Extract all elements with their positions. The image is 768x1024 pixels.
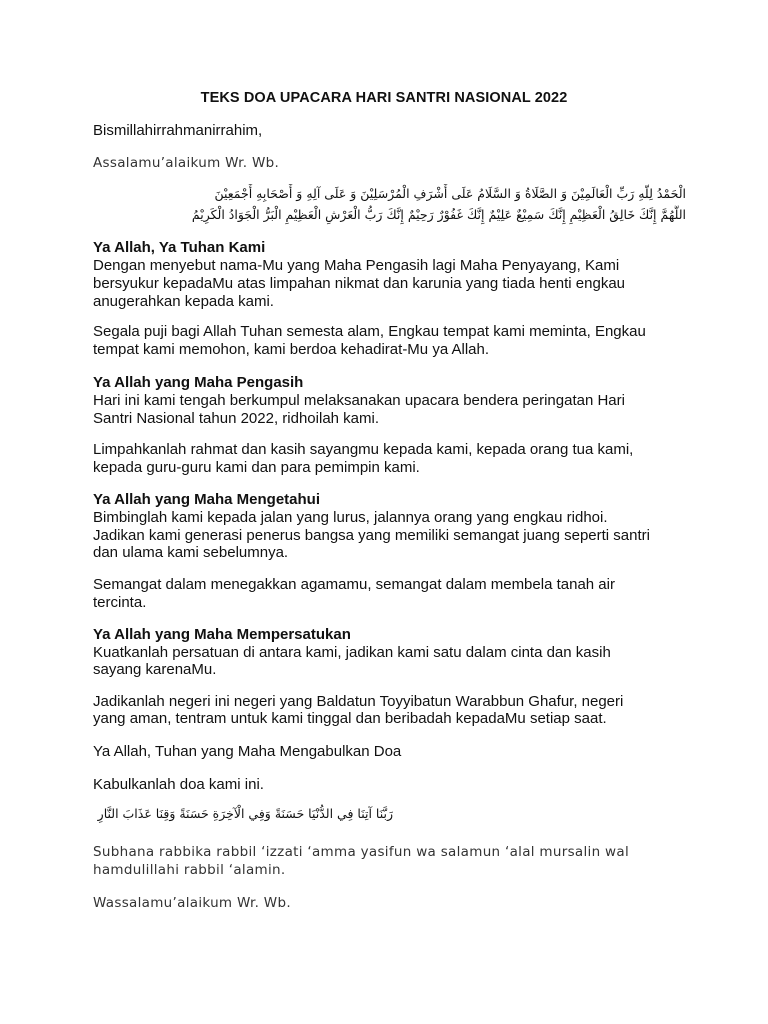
arabic-closing: رَبَّنَا آتِنَا فِي الدُّنْيَا حَسَنَةً وَفِي الْآخِرَةِ حَسَنَةً وَقِنَا عَذَابَ النَّارِ [97,806,393,821]
paragraph-line: Jadikan kami generasi penerus bangsa yang memiliki semangat juang seperti santri [93,527,650,544]
paragraph-line: yang aman, tentram untuk kami tinggal dan beribadah kepadaMu setiap saat. [93,710,607,727]
paragraph-line: tempat kami memohon, kami berdoa kehadirat-Mu ya Allah. [93,341,490,358]
subhana-line: Subhana rabbika rabbil ‘izzati ‘amma yasifun wa salamun ‘alal mursalin wal [93,844,630,860]
paragraph-line: Dengan menyebut nama-Mu yang Maha Pengasih lagi Maha Penyayang, Kami [93,257,620,274]
closing-prayer: Ya Allah, Tuhan yang Maha Mengabulkan Doa [93,743,402,760]
paragraph-line: sayang karenaMu. [93,661,217,678]
paragraph-line: tercinta. [93,594,147,611]
closing-request: Kabulkanlah doa kami ini. [93,776,264,793]
arabic-opening-line-1: الْحَمْدُ لِلّهِ رَبِّ الْعَالَمِيْنَ وَ الصَّلَاةُ وَ السَّلَامُ عَلَى أَشْرَفِ الْمُرْسَلِيْنَ وَ عَلَى آلِهِ وَ أَصْحَابِهِ أَجْمَعِيْنَ [214,186,686,201]
paragraph-line: Santri Nasional tahun 2022, ridhoilah kami. [93,410,380,427]
paragraph-line: Limpahkanlah rahmat dan kasih sayangmu kepada kami, kepada orang tua kami, [93,441,634,458]
paragraph-line: Segala puji bagi Allah Tuhan semesta alam, Engkau tempat kami meminta, Engkau [93,323,646,340]
paragraph-line: kepada guru-guru kami dan para pemimpin kami. [93,459,420,476]
paragraph-line: Bimbinglah kami kepada jalan yang lurus, jalannya orang yang engkau ridhoi. [93,509,608,526]
paragraph-line: dan ulama kami sebelumnya. [93,544,289,561]
section-heading: Ya Allah yang Maha Mengetahui [93,491,320,508]
paragraph-line: Hari ini kami tengah berkumpul melaksanakan upacara bendera peringatan Hari [93,392,625,409]
subhana-line: hamdulillahi rabbil ‘alamin. [93,862,286,878]
paragraph-line: anugerahkan kepada kami. [93,293,274,310]
paragraph-line: bersyukur kepadaMu atas limpahan nikmat dan karunia yang tiada henti engkau [93,275,626,292]
arabic-opening-line-2: اللَّهُمَّ إِنَّكَ خَالِقُ الْعَظِيْمِ إِنَّكَ سَمِيْعٌ عَلِيْمٌ إِنَّكَ غَفُوْرٌ رَحِيْمٌ إِنَّكَ رَبُّ الْعَرْشِ الْعَظِيْمِ الْبَرُّ الْجَوَادُ الْكَرِيْمُ [191,207,686,222]
section-heading: Ya Allah yang Maha Pengasih [93,374,304,391]
farewell: Wassalamu’alaikum Wr. Wb. [93,895,291,911]
paragraph-line: Jadikanlah negeri ini negeri yang Baldatun Toyyibatun Warabbun Ghafur, negeri [93,693,624,710]
paragraph-line: Semangat dalam menegakkan agamamu, semangat dalam membela tanah air [93,576,615,593]
greeting: Assalamu’alaikum Wr. Wb. [93,155,280,171]
document-title: TEKS DOA UPACARA HARI SANTRI NASIONAL 2022 [200,90,568,106]
basmalah: Bismillahirrahmanirrahim, [93,122,263,139]
section-heading: Ya Allah, Ya Tuhan Kami [93,239,266,256]
section-heading: Ya Allah yang Maha Mempersatukan [93,626,351,643]
paragraph-line: Kuatkanlah persatuan di antara kami, jadikan kami satu dalam cinta dan kasih [93,644,611,661]
